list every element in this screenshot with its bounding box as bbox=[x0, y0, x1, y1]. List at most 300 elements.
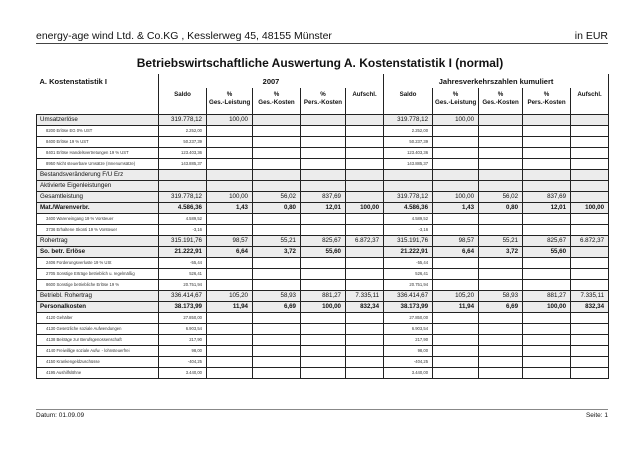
cell-ges-kosten-cumulative bbox=[479, 257, 523, 268]
cell-ges-kosten-cumulative: 58,93 bbox=[479, 290, 523, 301]
cell-aufschl-2007 bbox=[346, 268, 384, 279]
cell-aufschl-cumulative: 832,34 bbox=[571, 301, 609, 312]
column-header-line1: % bbox=[543, 91, 550, 98]
cell-ges-leistung-cumulative bbox=[433, 213, 479, 224]
cell-pers-kosten-2007 bbox=[301, 158, 346, 169]
cell-saldo-2007 bbox=[159, 169, 207, 180]
table-row-summary bbox=[37, 114, 609, 125]
row-label: Bestandsveränderung F/U Erz bbox=[37, 169, 159, 180]
cell-ges-leistung-cumulative bbox=[433, 136, 479, 147]
row-label: Mat./Warenverbr. bbox=[37, 202, 159, 213]
cell-ges-kosten-2007 bbox=[253, 356, 301, 367]
cell-ges-leistung-cumulative: 100,00 bbox=[433, 114, 479, 125]
cell-saldo-cumulative: 21.222,91 bbox=[384, 246, 433, 257]
cell-aufschl-cumulative: 6.872,37 bbox=[571, 235, 609, 246]
cell-aufschl-cumulative bbox=[571, 257, 609, 268]
cell-saldo-2007: 27.850,00 bbox=[159, 312, 207, 323]
cell-ges-leistung-cumulative bbox=[433, 345, 479, 356]
cell-ges-kosten-cumulative bbox=[479, 356, 523, 367]
cell-pers-kosten-cumulative: 12,01 bbox=[523, 202, 571, 213]
cell-pers-kosten-cumulative bbox=[523, 345, 571, 356]
cell-ges-leistung-cumulative: 1,43 bbox=[433, 202, 479, 213]
cell-pers-kosten-2007 bbox=[301, 367, 346, 378]
cell-ges-kosten-cumulative bbox=[479, 158, 523, 169]
cell-aufschl-cumulative bbox=[571, 169, 609, 180]
cell-ges-leistung-cumulative: 98,57 bbox=[433, 235, 479, 246]
cell-ges-leistung-cumulative: 105,20 bbox=[433, 290, 479, 301]
cell-ges-leistung-cumulative bbox=[433, 180, 479, 191]
report-header bbox=[36, 30, 608, 44]
cell-ges-kosten-2007 bbox=[253, 169, 301, 180]
row-label: 3400 Wareneingang 19 % Vorsteuer bbox=[37, 213, 159, 224]
table-row-summary bbox=[37, 301, 609, 312]
table-row-account bbox=[37, 345, 609, 356]
cell-ges-kosten-cumulative bbox=[479, 334, 523, 345]
table-row-summary bbox=[37, 290, 609, 301]
cell-ges-leistung-cumulative bbox=[433, 125, 479, 136]
column-header-ges-leistung-2007 bbox=[207, 88, 253, 114]
cell-aufschl-2007: 100,00 bbox=[346, 202, 384, 213]
cell-aufschl-cumulative bbox=[571, 125, 609, 136]
cell-aufschl-2007 bbox=[346, 323, 384, 334]
cell-aufschl-cumulative bbox=[571, 147, 609, 158]
cell-saldo-2007: 21.222,91 bbox=[159, 246, 207, 257]
cell-saldo-2007: 20.751,94 bbox=[159, 279, 207, 290]
column-header-aufschl-cumulative bbox=[571, 88, 609, 114]
cell-ges-kosten-cumulative: 55,21 bbox=[479, 235, 523, 246]
cell-ges-kosten-cumulative bbox=[479, 125, 523, 136]
cell-pers-kosten-cumulative bbox=[523, 125, 571, 136]
cell-ges-kosten-2007 bbox=[253, 114, 301, 125]
cell-pers-kosten-2007 bbox=[301, 136, 346, 147]
column-header-aufschl-2007 bbox=[346, 88, 384, 114]
cell-ges-kosten-2007 bbox=[253, 334, 301, 345]
cell-ges-leistung-2007: 100,00 bbox=[207, 114, 253, 125]
cell-pers-kosten-2007 bbox=[301, 279, 346, 290]
cell-saldo-2007: 4.589,52 bbox=[159, 213, 207, 224]
cell-ges-kosten-2007 bbox=[253, 257, 301, 268]
cell-pers-kosten-cumulative bbox=[523, 169, 571, 180]
row-label: 8200 Erlöse EG 0% UST bbox=[37, 125, 159, 136]
cell-ges-kosten-cumulative: 3,72 bbox=[479, 246, 523, 257]
cell-aufschl-2007: 832,34 bbox=[346, 301, 384, 312]
cell-saldo-cumulative: 319.778,12 bbox=[384, 114, 433, 125]
cell-ges-leistung-2007 bbox=[207, 367, 253, 378]
cell-aufschl-cumulative bbox=[571, 114, 609, 125]
row-label: 8400 Erlöse 19 % UST bbox=[37, 136, 159, 147]
cell-saldo-2007: 217,90 bbox=[159, 334, 207, 345]
column-header-line1: Aufschl. bbox=[577, 91, 602, 98]
cell-ges-kosten-2007: 0,80 bbox=[253, 202, 301, 213]
cell-pers-kosten-2007: 825,67 bbox=[301, 235, 346, 246]
column-header-line2: Ges.-Kosten bbox=[482, 99, 519, 106]
cell-pers-kosten-cumulative: 825,67 bbox=[523, 235, 571, 246]
column-header-ges-leistung-cumulative bbox=[433, 88, 479, 114]
cell-ges-kosten-2007 bbox=[253, 136, 301, 147]
row-label: 4120 Gehälter bbox=[37, 312, 159, 323]
cell-saldo-cumulative: 27.850,00 bbox=[384, 312, 433, 323]
cell-pers-kosten-2007: 837,69 bbox=[301, 191, 346, 202]
row-label: Rohertrag bbox=[37, 235, 159, 246]
cell-saldo-cumulative: 526,41 bbox=[384, 268, 433, 279]
cell-saldo-cumulative: 217,90 bbox=[384, 334, 433, 345]
cell-aufschl-cumulative bbox=[571, 158, 609, 169]
cell-ges-leistung-cumulative bbox=[433, 147, 479, 158]
cell-ges-leistung-2007 bbox=[207, 257, 253, 268]
row-label: 4140 Freiwillige soziale Aufw. - lohnsteuerfrei bbox=[37, 345, 159, 356]
cell-ges-leistung-2007: 105,20 bbox=[207, 290, 253, 301]
cell-saldo-cumulative: -55,44 bbox=[384, 257, 433, 268]
cell-ges-kosten-2007 bbox=[253, 268, 301, 279]
cell-pers-kosten-cumulative bbox=[523, 268, 571, 279]
cell-pers-kosten-2007: 12,01 bbox=[301, 202, 346, 213]
column-header-line1: % bbox=[273, 91, 280, 98]
cell-ges-kosten-cumulative bbox=[479, 279, 523, 290]
cell-ges-leistung-2007 bbox=[207, 125, 253, 136]
currency-label: in EUR bbox=[574, 30, 608, 42]
cell-ges-leistung-2007 bbox=[207, 356, 253, 367]
cell-aufschl-cumulative bbox=[571, 279, 609, 290]
cell-saldo-cumulative: 98,00 bbox=[384, 345, 433, 356]
row-label: Gesamtleistung bbox=[37, 191, 159, 202]
column-header-line1: Saldo bbox=[399, 91, 417, 98]
cell-ges-leistung-cumulative bbox=[433, 169, 479, 180]
row-label: 8600 Sonstige betriebliche Erlöse 19 % bbox=[37, 279, 159, 290]
cell-ges-leistung-2007 bbox=[207, 169, 253, 180]
cell-ges-kosten-2007 bbox=[253, 367, 301, 378]
cell-pers-kosten-cumulative bbox=[523, 312, 571, 323]
cell-pers-kosten-2007 bbox=[301, 125, 346, 136]
cell-ges-kosten-cumulative bbox=[479, 312, 523, 323]
column-header-line2: Ges.-Kosten bbox=[258, 99, 295, 106]
cell-ges-leistung-2007 bbox=[207, 312, 253, 323]
cell-pers-kosten-2007 bbox=[301, 312, 346, 323]
cell-pers-kosten-cumulative bbox=[523, 158, 571, 169]
cell-ges-kosten-2007 bbox=[253, 345, 301, 356]
cell-ges-kosten-2007 bbox=[253, 213, 301, 224]
cell-ges-leistung-2007 bbox=[207, 279, 253, 290]
table-row-summary bbox=[37, 246, 609, 257]
row-label: 8950 Nicht steuerbare Umsätze (Innenumsätze) bbox=[37, 158, 159, 169]
row-label: 4150 Krankengeldzuschüsse bbox=[37, 356, 159, 367]
column-header-line2: Ges.-Leistung bbox=[435, 99, 477, 106]
cell-saldo-2007: -3,16 bbox=[159, 224, 207, 235]
cell-ges-kosten-2007 bbox=[253, 312, 301, 323]
cell-saldo-cumulative bbox=[384, 169, 433, 180]
group-2007: 2007 bbox=[159, 74, 384, 88]
cell-pers-kosten-2007 bbox=[301, 224, 346, 235]
cell-ges-leistung-cumulative bbox=[433, 224, 479, 235]
cell-saldo-cumulative: 38.173,99 bbox=[384, 301, 433, 312]
cell-saldo-cumulative: 319.778,12 bbox=[384, 191, 433, 202]
cell-pers-kosten-cumulative bbox=[523, 334, 571, 345]
cell-ges-leistung-2007 bbox=[207, 147, 253, 158]
column-header-pers-kosten-2007 bbox=[301, 88, 346, 114]
cell-ges-leistung-2007 bbox=[207, 268, 253, 279]
cell-pers-kosten-cumulative: 55,60 bbox=[523, 246, 571, 257]
cell-aufschl-2007 bbox=[346, 224, 384, 235]
cell-aufschl-2007: 6.872,37 bbox=[346, 235, 384, 246]
cell-aufschl-2007 bbox=[346, 356, 384, 367]
table-row-summary bbox=[37, 191, 609, 202]
section-label: A. Kostenstatistik I bbox=[37, 74, 159, 88]
table-row-account bbox=[37, 268, 609, 279]
column-header-line2: Ges.-Leistung bbox=[209, 99, 251, 106]
cell-aufschl-cumulative bbox=[571, 312, 609, 323]
cell-pers-kosten-cumulative: 100,00 bbox=[523, 301, 571, 312]
cell-pers-kosten-2007: 55,60 bbox=[301, 246, 346, 257]
cell-pers-kosten-cumulative: 881,27 bbox=[523, 290, 571, 301]
cell-saldo-2007: 526,41 bbox=[159, 268, 207, 279]
column-header-ges-kosten-2007 bbox=[253, 88, 301, 114]
cell-aufschl-cumulative bbox=[571, 191, 609, 202]
cell-saldo-2007: 143.885,37 bbox=[159, 158, 207, 169]
table-row-summary bbox=[37, 180, 609, 191]
column-header-line1: % bbox=[226, 91, 233, 98]
cell-saldo-cumulative: 123.403,36 bbox=[384, 147, 433, 158]
cell-aufschl-2007 bbox=[346, 136, 384, 147]
report-date: Datum: 01.09.09 bbox=[36, 412, 85, 419]
column-header-saldo-cumulative bbox=[384, 88, 433, 114]
cell-pers-kosten-2007 bbox=[301, 147, 346, 158]
cell-saldo-2007: 123.403,36 bbox=[159, 147, 207, 158]
cell-aufschl-2007 bbox=[346, 191, 384, 202]
cell-ges-leistung-cumulative bbox=[433, 268, 479, 279]
column-header-line1: % bbox=[497, 91, 504, 98]
cell-pers-kosten-2007 bbox=[301, 114, 346, 125]
report-title: Betriebswirtschaftliche Auswertung A. Kostenstatistik I (normal) bbox=[136, 56, 504, 70]
cell-aufschl-2007 bbox=[346, 180, 384, 191]
cell-pers-kosten-2007 bbox=[301, 169, 346, 180]
row-label: 4138 Beiträge zur Berufsgenossenschaft bbox=[37, 334, 159, 345]
cell-saldo-2007: 2.252,00 bbox=[159, 125, 207, 136]
cell-ges-kosten-cumulative bbox=[479, 268, 523, 279]
cell-pers-kosten-cumulative: 837,69 bbox=[523, 191, 571, 202]
cell-ges-kosten-2007: 55,21 bbox=[253, 235, 301, 246]
table-row-account bbox=[37, 125, 609, 136]
cell-pers-kosten-cumulative bbox=[523, 136, 571, 147]
cell-ges-kosten-cumulative: 6,69 bbox=[479, 301, 523, 312]
cell-ges-kosten-cumulative bbox=[479, 147, 523, 158]
cell-pers-kosten-2007 bbox=[301, 356, 346, 367]
row-label: So. betr. Erlöse bbox=[37, 246, 159, 257]
cell-pers-kosten-cumulative bbox=[523, 114, 571, 125]
cell-ges-kosten-cumulative bbox=[479, 169, 523, 180]
report-footer bbox=[36, 409, 608, 421]
cell-aufschl-2007 bbox=[346, 147, 384, 158]
cell-saldo-2007: 3.440,00 bbox=[159, 367, 207, 378]
cell-saldo-2007: 50.237,39 bbox=[159, 136, 207, 147]
cell-pers-kosten-cumulative bbox=[523, 323, 571, 334]
cell-ges-leistung-2007 bbox=[207, 334, 253, 345]
cell-pers-kosten-2007: 881,27 bbox=[301, 290, 346, 301]
cell-ges-kosten-2007: 6,69 bbox=[253, 301, 301, 312]
row-label: Personalkosten bbox=[37, 301, 159, 312]
group-cumulative: Jahresverkehrszahlen kumuliert bbox=[384, 74, 609, 88]
cell-ges-leistung-2007: 11,94 bbox=[207, 301, 253, 312]
table-row-account bbox=[37, 257, 609, 268]
cell-aufschl-2007 bbox=[346, 257, 384, 268]
cell-pers-kosten-cumulative bbox=[523, 224, 571, 235]
cell-ges-leistung-cumulative bbox=[433, 323, 479, 334]
cell-aufschl-2007 bbox=[346, 367, 384, 378]
cell-aufschl-cumulative bbox=[571, 213, 609, 224]
cell-pers-kosten-2007 bbox=[301, 323, 346, 334]
cell-ges-kosten-2007 bbox=[253, 224, 301, 235]
table-row-account bbox=[37, 356, 609, 367]
cell-pers-kosten-2007 bbox=[301, 257, 346, 268]
cell-aufschl-cumulative bbox=[571, 356, 609, 367]
cell-saldo-cumulative: -3,16 bbox=[384, 224, 433, 235]
cell-ges-leistung-2007 bbox=[207, 213, 253, 224]
row-label: 8401 Erlöse Handelsvertretungen 19 % UST bbox=[37, 147, 159, 158]
cell-aufschl-2007 bbox=[346, 334, 384, 345]
cell-ges-kosten-2007: 58,93 bbox=[253, 290, 301, 301]
column-header-line2: Pers.-Kosten bbox=[527, 99, 566, 106]
cell-ges-kosten-cumulative: 0,80 bbox=[479, 202, 523, 213]
cell-ges-kosten-cumulative bbox=[479, 224, 523, 235]
cell-saldo-2007: -404,25 bbox=[159, 356, 207, 367]
cell-aufschl-2007: 7.335,11 bbox=[346, 290, 384, 301]
cell-pers-kosten-2007 bbox=[301, 334, 346, 345]
cell-aufschl-cumulative bbox=[571, 246, 609, 257]
table-row-account bbox=[37, 213, 609, 224]
cell-pers-kosten-2007 bbox=[301, 180, 346, 191]
table-row-account bbox=[37, 312, 609, 323]
table-row-account bbox=[37, 279, 609, 290]
cell-ges-leistung-2007: 6,64 bbox=[207, 246, 253, 257]
cell-ges-leistung-cumulative bbox=[433, 158, 479, 169]
table-row-account bbox=[37, 323, 609, 334]
cell-ges-leistung-cumulative bbox=[433, 279, 479, 290]
cell-aufschl-cumulative bbox=[571, 323, 609, 334]
company-address: energy-age wind Ltd. & Co.KG , Kesslerweg 45, 48155 Münster bbox=[36, 30, 332, 42]
cell-ges-leistung-cumulative: 100,00 bbox=[433, 191, 479, 202]
column-header-saldo-2007 bbox=[159, 88, 207, 114]
cell-ges-kosten-2007: 56,02 bbox=[253, 191, 301, 202]
cell-aufschl-2007 bbox=[346, 246, 384, 257]
cell-saldo-cumulative: 6.903,54 bbox=[384, 323, 433, 334]
cell-saldo-cumulative: 143.885,37 bbox=[384, 158, 433, 169]
cell-ges-kosten-cumulative: 56,02 bbox=[479, 191, 523, 202]
cell-ges-kosten-cumulative bbox=[479, 213, 523, 224]
cell-ges-leistung-2007 bbox=[207, 136, 253, 147]
table-row-account bbox=[37, 367, 609, 378]
cell-ges-leistung-2007 bbox=[207, 224, 253, 235]
cell-aufschl-cumulative bbox=[571, 180, 609, 191]
cell-pers-kosten-cumulative bbox=[523, 213, 571, 224]
cell-saldo-2007: 98,00 bbox=[159, 345, 207, 356]
cell-saldo-cumulative: 20.751,94 bbox=[384, 279, 433, 290]
column-header-line1: % bbox=[320, 91, 326, 98]
cell-saldo-2007: 6.903,54 bbox=[159, 323, 207, 334]
cell-aufschl-2007 bbox=[346, 312, 384, 323]
cell-saldo-2007 bbox=[159, 180, 207, 191]
cell-saldo-cumulative: 3.440,00 bbox=[384, 367, 433, 378]
cell-ges-leistung-cumulative bbox=[433, 367, 479, 378]
page-number: Seite: 1 bbox=[585, 412, 608, 419]
table-row-account bbox=[37, 147, 609, 158]
column-header-line1: Aufschl. bbox=[352, 91, 377, 98]
cell-pers-kosten-cumulative bbox=[523, 279, 571, 290]
column-header-blank bbox=[37, 88, 159, 114]
cell-ges-leistung-cumulative: 11,94 bbox=[433, 301, 479, 312]
cell-ges-leistung-2007 bbox=[207, 323, 253, 334]
row-label: 2705 Sonstige Erträge betrieblich u. regelmäßig bbox=[37, 268, 159, 279]
cell-ges-leistung-2007 bbox=[207, 158, 253, 169]
cell-saldo-2007: 336.414,67 bbox=[159, 290, 207, 301]
cell-saldo-cumulative: 315.191,76 bbox=[384, 235, 433, 246]
table-row-account bbox=[37, 158, 609, 169]
table-row-account bbox=[37, 334, 609, 345]
cell-pers-kosten-2007 bbox=[301, 268, 346, 279]
cell-ges-kosten-2007 bbox=[253, 147, 301, 158]
cell-ges-leistung-2007: 1,43 bbox=[207, 202, 253, 213]
cell-aufschl-2007 bbox=[346, 125, 384, 136]
cell-ges-kosten-2007 bbox=[253, 279, 301, 290]
cell-aufschl-cumulative: 7.335,11 bbox=[571, 290, 609, 301]
cell-aufschl-cumulative bbox=[571, 268, 609, 279]
column-header-pers-kosten-cumulative bbox=[523, 88, 571, 114]
cell-pers-kosten-cumulative bbox=[523, 367, 571, 378]
column-header-line1: % bbox=[452, 91, 459, 98]
cell-ges-kosten-2007 bbox=[253, 125, 301, 136]
cell-ges-leistung-cumulative bbox=[433, 257, 479, 268]
row-label: Umsatzerlöse bbox=[37, 114, 159, 125]
cell-aufschl-cumulative bbox=[571, 345, 609, 356]
cell-ges-leistung-2007: 98,57 bbox=[207, 235, 253, 246]
cell-ges-kosten-2007 bbox=[253, 323, 301, 334]
cell-aufschl-cumulative bbox=[571, 136, 609, 147]
cell-pers-kosten-2007 bbox=[301, 213, 346, 224]
cell-aufschl-cumulative bbox=[571, 224, 609, 235]
cell-saldo-cumulative: 2.252,00 bbox=[384, 125, 433, 136]
cell-pers-kosten-cumulative bbox=[523, 147, 571, 158]
column-header-ges-kosten-cumulative bbox=[479, 88, 523, 114]
cell-ges-leistung-cumulative bbox=[433, 312, 479, 323]
cell-aufschl-cumulative: 100,00 bbox=[571, 202, 609, 213]
cell-aufschl-2007 bbox=[346, 213, 384, 224]
cell-saldo-cumulative: 50.237,39 bbox=[384, 136, 433, 147]
cell-pers-kosten-cumulative bbox=[523, 180, 571, 191]
table-body bbox=[37, 114, 609, 378]
cell-ges-kosten-cumulative bbox=[479, 345, 523, 356]
cell-ges-kosten-cumulative bbox=[479, 367, 523, 378]
cell-saldo-cumulative: 336.414,67 bbox=[384, 290, 433, 301]
cell-saldo-2007: 319.778,12 bbox=[159, 191, 207, 202]
cell-saldo-cumulative bbox=[384, 180, 433, 191]
cell-ges-kosten-cumulative bbox=[479, 114, 523, 125]
cell-ges-leistung-cumulative bbox=[433, 356, 479, 367]
cell-pers-kosten-cumulative bbox=[523, 257, 571, 268]
table-row-account bbox=[37, 136, 609, 147]
row-label: 4130 Gesetzliche soziale Aufwendungen bbox=[37, 323, 159, 334]
cell-aufschl-2007 bbox=[346, 114, 384, 125]
cell-ges-leistung-cumulative bbox=[433, 334, 479, 345]
cell-aufschl-cumulative bbox=[571, 367, 609, 378]
column-header-line2: Pers.-Kosten bbox=[303, 99, 343, 106]
row-label: 4195 Aushilfslöhne bbox=[37, 367, 159, 378]
cell-pers-kosten-2007: 100,00 bbox=[301, 301, 346, 312]
cell-saldo-2007: 4.586,36 bbox=[159, 202, 207, 213]
cell-aufschl-cumulative bbox=[571, 334, 609, 345]
cell-saldo-2007: 319.778,12 bbox=[159, 114, 207, 125]
cell-saldo-cumulative: -404,25 bbox=[384, 356, 433, 367]
table-row-account bbox=[37, 224, 609, 235]
row-label: Betriebl. Rohertrag bbox=[37, 290, 159, 301]
cell-ges-kosten-cumulative bbox=[479, 323, 523, 334]
cell-aufschl-2007 bbox=[346, 345, 384, 356]
